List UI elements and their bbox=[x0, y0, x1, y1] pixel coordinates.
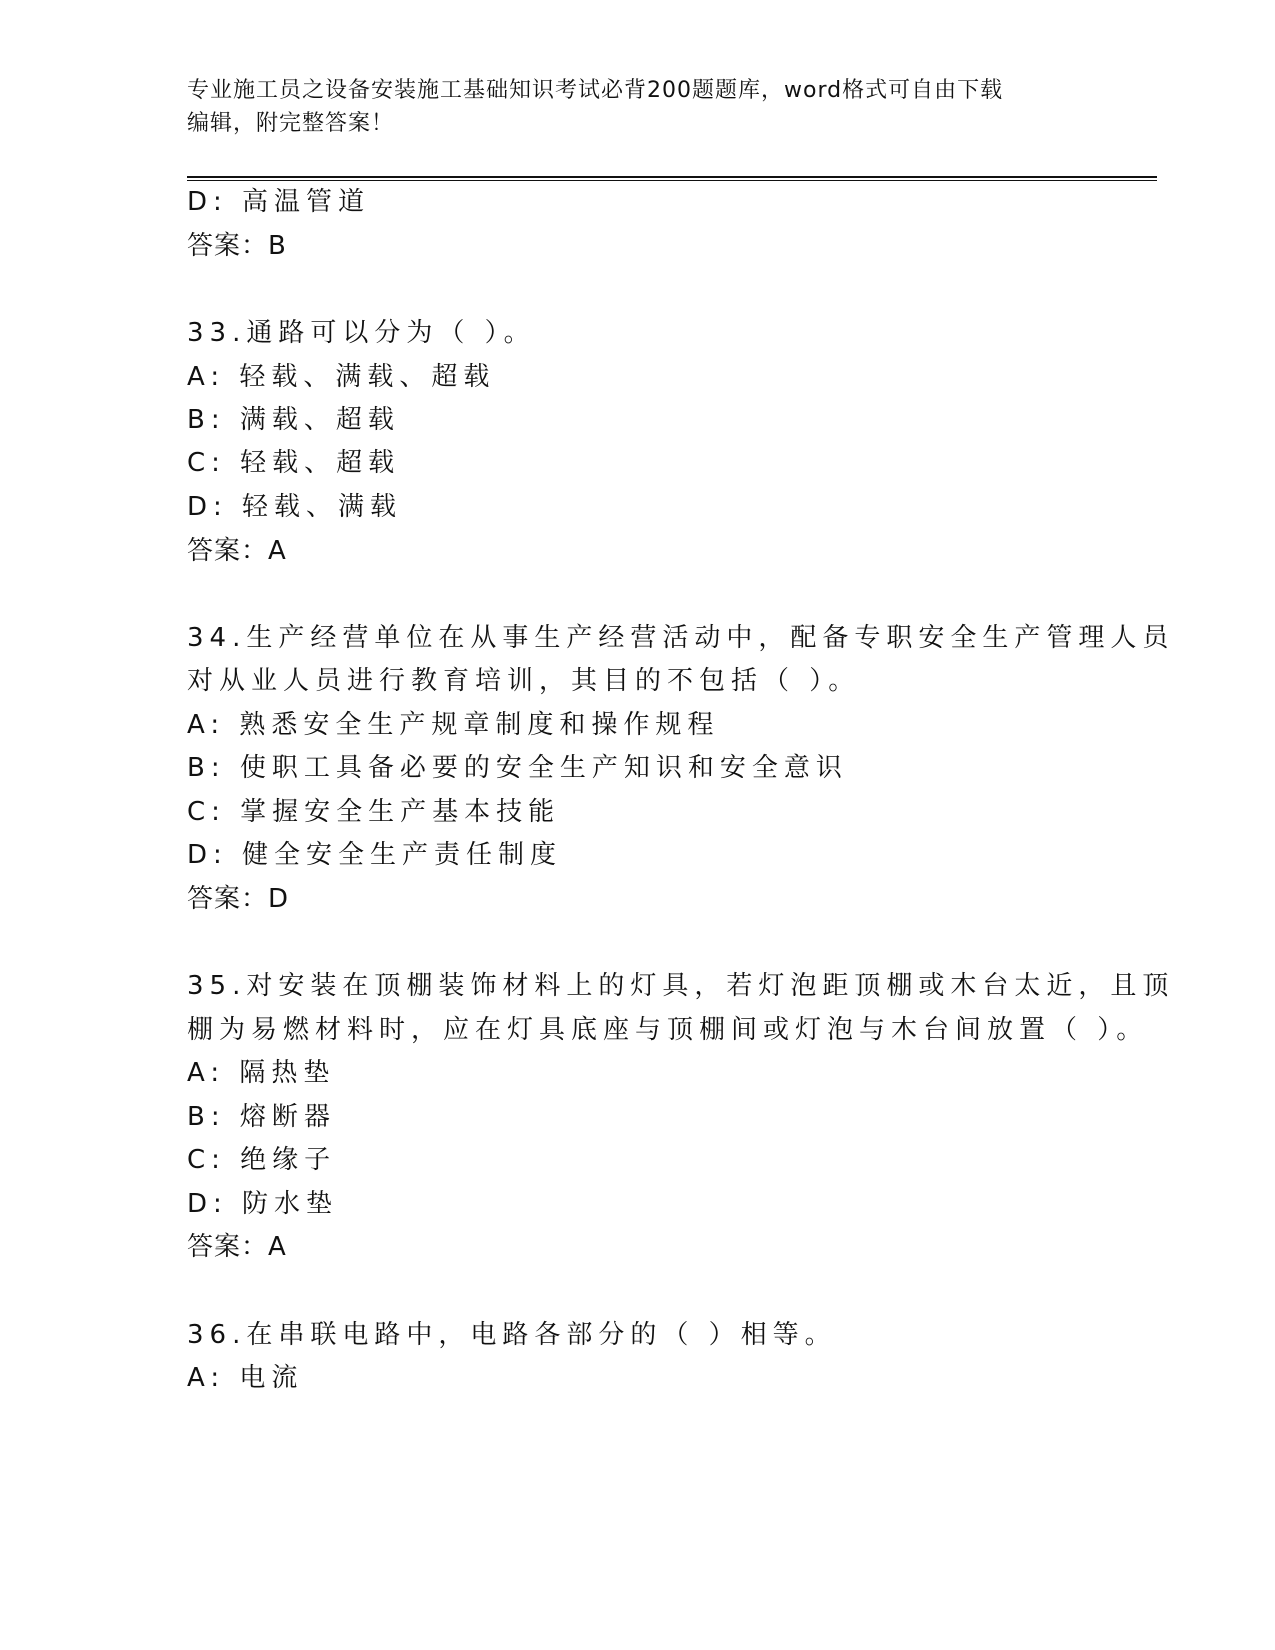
q35-stem-line-1: 35.对安装在顶棚装饰材料上的灯具，若灯泡距顶棚或木台太近，且顶 bbox=[187, 971, 1175, 1001]
document-header bbox=[187, 74, 1067, 140]
q36-stem: 36.在串联电路中，电路各部分的（ ）相等。 bbox=[187, 1320, 837, 1350]
header-divider bbox=[187, 176, 1157, 181]
q34-stem-line-2: 对从业人员进行教育培训，其目的不包括（ ）。 bbox=[187, 666, 861, 696]
q34-option-b: B: 使职工具备必要的安全生产知识和安全意识 bbox=[187, 753, 848, 783]
q35-answer: 答案：A bbox=[187, 1232, 287, 1262]
q34-stem-line-1: 34.生产经营单位在从事生产经营活动中，配备专职安全生产管理人员 bbox=[187, 623, 1175, 653]
q33-option-d: D: 轻载、满载 bbox=[187, 492, 403, 522]
q34-option-d: D: 健全安全生产责任制度 bbox=[187, 840, 563, 870]
q35-option-a: A: 隔热垫 bbox=[187, 1058, 336, 1088]
q35-option-d: D: 防水垫 bbox=[187, 1189, 339, 1219]
q35-option-b: B: 熔断器 bbox=[187, 1102, 336, 1132]
header-line-1: 专业施工员之设备安装施工基础知识考试必背200题题库，word格式可自由下载 bbox=[187, 78, 1004, 103]
q33-option-c: C: 轻载、超载 bbox=[187, 448, 401, 478]
q33-stem: 33.通路可以分为（ ）。 bbox=[187, 318, 536, 348]
q36-option-a: A: 电流 bbox=[187, 1363, 304, 1393]
q34-answer: 答案：D bbox=[187, 884, 290, 914]
q35-option-c: C: 绝缘子 bbox=[187, 1145, 337, 1175]
q33-option-a: A: 轻载、满载、超载 bbox=[187, 362, 496, 392]
q33-answer: 答案：A bbox=[187, 536, 287, 566]
q34-option-a: A: 熟悉安全生产规章制度和操作规程 bbox=[187, 710, 720, 740]
prev-option-d: D: 高温管道 bbox=[187, 187, 371, 217]
q34-option-c: C: 掌握安全生产基本技能 bbox=[187, 797, 561, 827]
q33-option-b: B: 满载、超载 bbox=[187, 405, 400, 435]
document-page bbox=[187, 0, 1175, 1650]
header-line-2: 编辑，附完整答案！ bbox=[187, 111, 395, 136]
prev-answer: 答案：B bbox=[187, 231, 287, 261]
q35-stem-line-2: 棚为易燃材料时，应在灯具底座与顶棚间或灯泡与木台间放置（ ）。 bbox=[187, 1015, 1149, 1045]
